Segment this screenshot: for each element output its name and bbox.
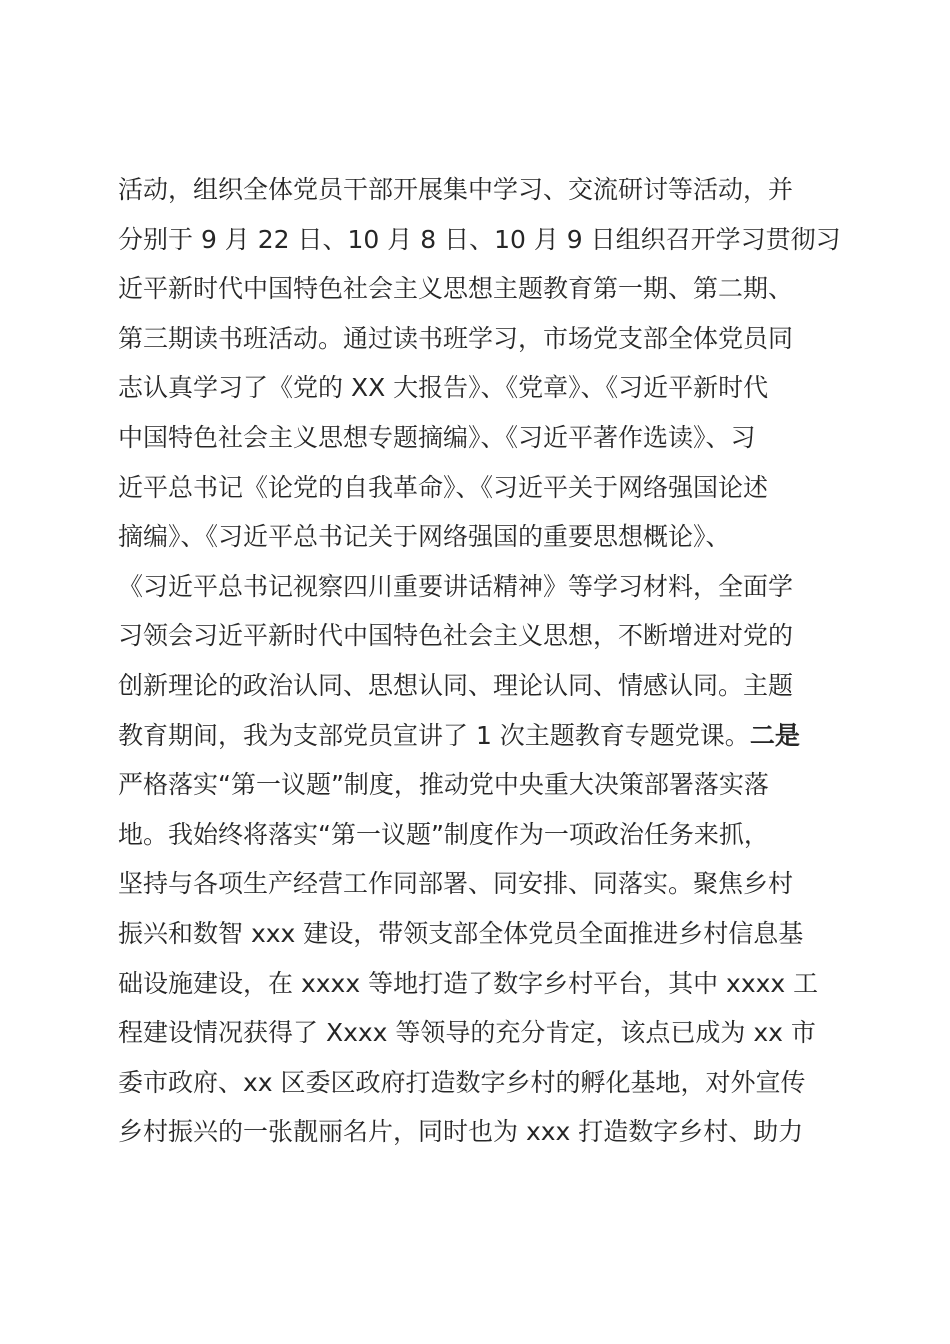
text-line: 创新理论的政治认同、思想认同、理论认同、情感认同。主题 bbox=[118, 670, 794, 700]
text-line: 础设施建设，在 xxxx 等地打造了数字乡村平台，其中 xxxx 工 bbox=[118, 968, 819, 998]
text-line: 活动，组织全体党员干部开展集中学习、交流研讨等活动，并 bbox=[118, 175, 794, 204]
text-line: 习领会习近平新时代中国特色社会主义思想，不断增进对党的 bbox=[118, 621, 794, 651]
text-line: 乡村振兴的一张靓丽名片，同时也为 xxx 打造数字乡村、助力 bbox=[118, 1117, 804, 1147]
text-line: 近平总书记《论党的自我革命》、《习近平关于网络强国论述 bbox=[118, 472, 769, 502]
text-line: 地。我始终将落实“第一议题”制度作为一项政治任务来抓， bbox=[118, 819, 769, 849]
text-line: 坚持与各项生产经营工作同部署、同安排、同落实。聚焦乡村 bbox=[118, 869, 794, 899]
text-line: 中国特色社会主义思想专题摘编》、《习近平著作选读》、习 bbox=[118, 422, 756, 452]
text-line: 委市政府、xx 区委区政府打造数字乡村的孵化基地，对外宣传 bbox=[118, 1067, 806, 1097]
text-line: 第三期读书班活动。通过读书班学习，市场党支部全体党员同 bbox=[118, 323, 794, 353]
text-line bbox=[118, 711, 838, 761]
body-paragraph bbox=[118, 165, 841, 1157]
text-line: 摘编》、《习近平总书记关于网络强国的重要思想概论》、 bbox=[118, 522, 731, 552]
bold-marker: 二是 bbox=[749, 720, 800, 750]
text-line: 程建设情况获得了 Xxxx 等领导的充分肯定，该点已成为 xx 市 bbox=[118, 1018, 816, 1048]
text-line: 《习近平总书记视察四川重要讲话精神》等学习材料，全面学 bbox=[118, 571, 794, 601]
text-line: 严格落实“第一议题”制度，推动党中央重大决策部署落实落 bbox=[118, 770, 769, 800]
text-run: 教育期间，我为支部党员宣讲了 1 次主题教育专题党课。 bbox=[118, 720, 750, 750]
text-line: 振兴和数智 xxx 建设，带领支部全体党员全面推进乡村信息基 bbox=[118, 918, 804, 948]
text-line: 近平新时代中国特色社会主义思想主题教育第一期、第二期、 bbox=[118, 274, 794, 304]
text-line: 分别于 9 月 22 日、10 月 8 日、10 月 9 日组织召开学习贯彻习 bbox=[118, 224, 841, 254]
text-line: 志认真学习了《党的 XX 大报告》、《党章》、《习近平新时代 bbox=[118, 373, 769, 403]
